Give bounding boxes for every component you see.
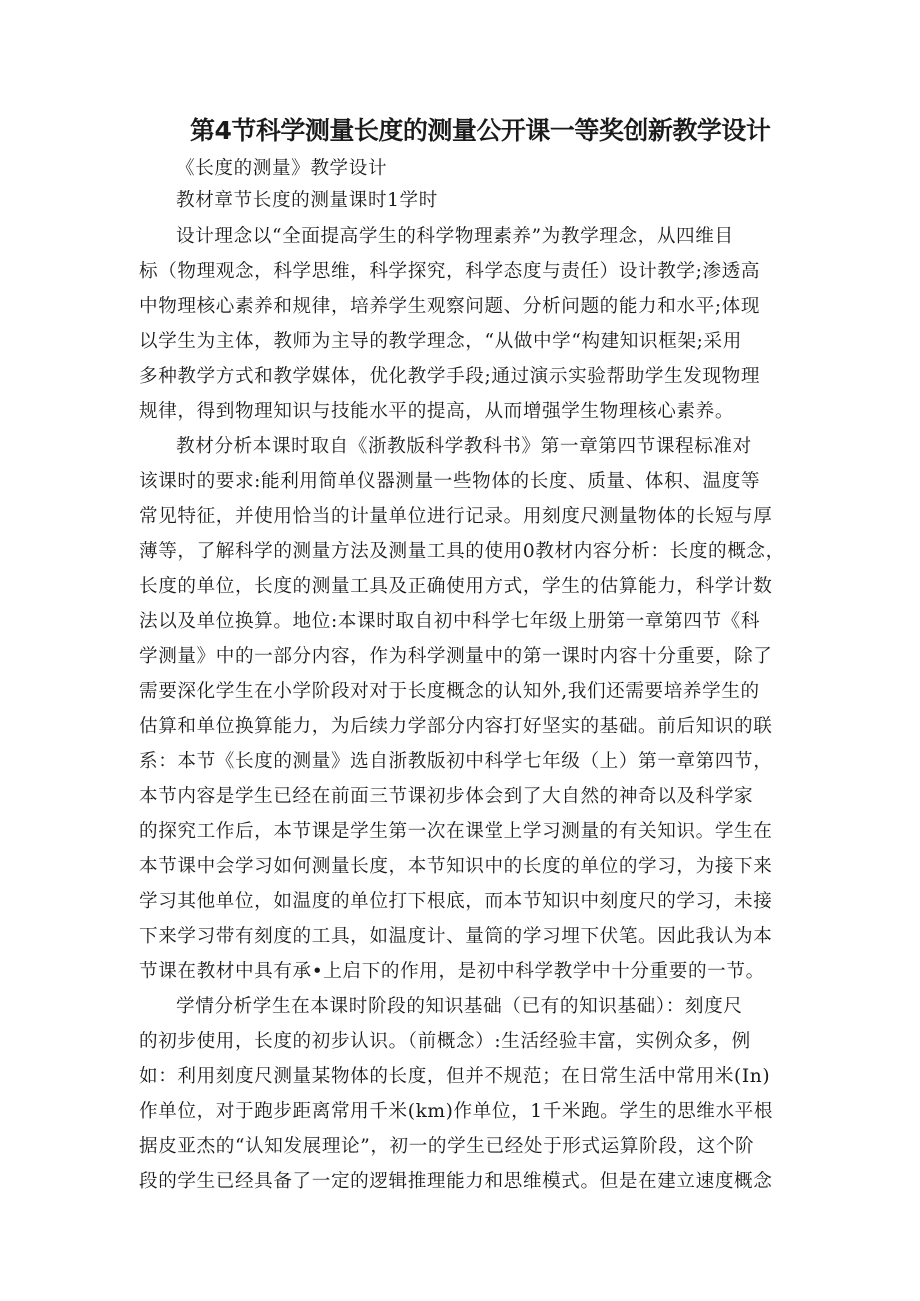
paragraph-line: 以学生为主体，教师为主导的教学理念，“从做中学“构建知识框架;采用: [139, 331, 742, 352]
paragraph-line: 的初步使用，长度的初步认识。（前概念）:生活经验丰富，实例众多，例: [139, 1031, 751, 1052]
paragraph-line: 常见特征，并使用恰当的计量单位进行记录。用刻度尺测量物体的长短与厚: [139, 506, 773, 527]
paragraph-line: 设计理念以“全面提高学生的科学物理素养”为教学理念，从四维目: [176, 226, 734, 247]
paragraph-line: 如：利用刻度尺测量某物体的长度，但并不规范；在日常生活中常用米(In): [139, 1066, 771, 1087]
paragraph-line: 多种教学方式和教学媒体，优化教学手段;通过演示实验帮助学生发现物理: [139, 366, 761, 387]
paragraph-line: 本节课中会学习如何测量长度，本节知识中的长度的单位的学习，为接下来: [139, 856, 773, 877]
document-title: 第4节科学测量长度的测量公开课一等奖创新教学设计: [190, 116, 771, 145]
paragraph-line: 该课时的要求:能利用简单仪器测量一些物体的长度、质量、体积、温度等: [139, 471, 761, 492]
chapter-info-line: 教材章节长度的测量课时1学时: [176, 190, 438, 211]
paragraph-line: 本节内容是学生已经在前面三节课初步体会到了大自然的神奇以及科学家: [139, 786, 754, 807]
paragraph-line: 节课在教材中具有承•上启下的作用，是初中科学教学中十分重要的一节。: [139, 961, 765, 982]
paragraph-line: 教材分析本课时取自《浙教版科学教科书》第一章第四节课程标准对: [176, 436, 752, 457]
paragraph-line: 薄等，了解科学的测量方法及测量工具的使用0教材内容分析：长度的概念，: [139, 541, 785, 562]
paragraph-line: 需要深化学生在小学阶段对对于长度概念的认知外,我们还需要培养学生的: [139, 681, 760, 702]
paragraph-line: 长度的单位，长度的测量工具及正确使用方式，学生的估算能力，科学计数: [139, 576, 773, 597]
paragraph-line: 估算和单位换算能力，为后续力学部分内容打好坚实的基础。前后知识的联: [139, 716, 773, 737]
paragraph-line: 法以及单位换算。地位:本课时取自初中科学七年级上册第一章第四节《科: [139, 611, 761, 632]
paragraph-line: 系：本节《长度的测量》选自浙教版初中科学七年级（上）第一章第四节，: [139, 751, 773, 772]
paragraph-line: 下来学习带有刻度的工具，如温度计、量筒的学习埋下伏笔。因此我认为本: [139, 926, 773, 947]
paragraph-line: 据皮亚杰的“认知发展理论”，初一的学生已经处于形式运算阶段，这个阶: [139, 1136, 755, 1157]
paragraph-line: 段的学生已经具备了一定的逻辑推理能力和思维模式。但是在建立速度概念: [139, 1171, 773, 1192]
paragraph-line: 规律，得到物理知识与技能水平的提高，从而增强学生物理核心素养。: [139, 401, 735, 422]
paragraph-line: 的探究工作后，本节课是学生第一次在课堂上学习测量的有关知识。学生在: [139, 821, 773, 842]
paragraph-line: 学习其他单位，如温度的单位打下根底，而本节知识中刻度尺的学习，未接: [139, 891, 773, 912]
paragraph-line: 中物理核心素养和规律，培养学生观察问题、分析问题的能力和水平;体现: [139, 296, 761, 317]
paragraph-line: 作单位，对于跑步距离常用千米(km)作单位，1千米跑。学生的思维水平根: [139, 1101, 774, 1122]
paragraph-line: 学测量》中的一部分内容，作为科学测量中的第一课时内容十分重要，除了: [139, 646, 773, 667]
subtitle-line: 《长度的测量》教学设计: [176, 158, 388, 179]
paragraph-line: 标（物理观念，科学思维，科学探究，科学态度与责任）设计教学;渗透高: [139, 261, 761, 282]
paragraph-line: 学情分析学生在本课时阶段的知识基础（已有的知识基础）：刻度尺: [176, 996, 743, 1017]
